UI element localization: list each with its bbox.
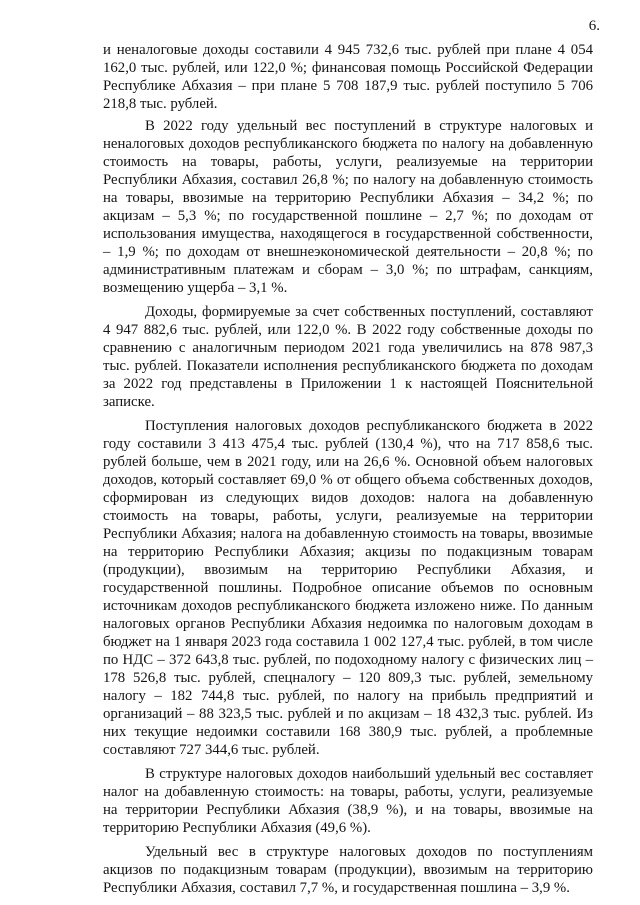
paragraph-tax-revenue: Поступления налоговых доходов республиканского бюджета в 2022 году составили 3 413 475,4 тыс. рублей (130,4 %), что на 717 858,6 тыс. рублей больше, чем в 2021 году, или на 26,6 %. Основной объем налоговых доходов, который составляет 69,0 % от общего объема собственных доходов, сформирован из следующих видов доходов: налога на добавленную стоимость на товары, работы, услуги, реализуемые на территории Республики Абхазия; налога на добавленную стоимость на товары, ввозимые на территорию Республики Абхазия; акцизы по подакцизным товарам (продукции), ввозимым на территорию Республики Абхазия, и государственной пошлины. Подробное описание объемов по основным источникам доходов республиканского бюджета изложено ниже. По данным налоговых органов Республики Абхазия недоимка по налоговым доходам в бюджет на 1 января 2023 года составила 1 002 127,4 тыс. рублей, в том числе по НДС – 372 643,8 тыс. рублей, по подоходному налогу с физических лиц –178 526,8 тыс. рублей, спецналогу – 120 809,3 тыс. рублей, земельному налогу – 182 744,8 тыс. рублей, по налогу на прибыль предприятий и организаций – 88 323,5 тыс. рублей и по акцизам – 18 432,3 тыс. рублей. Из них текущие недоимки составили 168 380,9 тыс. рублей, а проблемные составляют 727 344,6 тыс. рублей. — [103, 418, 593, 758]
paragraph-vat-share: В структуре налоговых доходов наибольший удельный вес составляет налог на добавленную стоимость: на товары, работы, услуги, реализуемые на территории Республики Абхазия (38,9 %), и на товары, ввозимые на территорию Республики Абхазия (49,6 %). — [103, 766, 593, 836]
paragraph-excise-share: Удельный вес в структуре налоговых доходов по поступлениям акцизов по подакцизным товарам (продукции), ввозимым на территорию Республики Абхазия, составил 7,7 %, и государственная пошлина – 3,9 %. — [103, 844, 593, 896]
paragraph-revenue-structure: В 2022 году удельный вес поступлений в структуре налоговых и неналоговых доходов республиканского бюджета по налогу на добавленную стоимость на товары, работы, услуги, реализуемые на территории Республики Абхазия, составил 26,8 %; по налогу на добавленную стоимость на товары, ввозимые на территорию Республики Абхазия – 34,2 %; по акцизам – 5,3 %; по государственной пошлине – 2,7 %; по доходам от использования имущества, находящегося в государственной собственности, – 1,9 %; по доходам от внешнеэкономической деятельности – 20,8 %; по административным платежам и сборам – 3,0 %; по штрафам, санкциям, возмещению ущерба – 3,1 %. — [103, 118, 593, 296]
paragraph-revenue-summary: и неналоговые доходы составили 4 945 732,6 тыс. рублей при плане 4 054 162,0 тыс. рублей, или 122,0 %; финансовая помощь Российской Федерации Республике Абхазия – при плане 5 708 187,9 тыс. рублей поступило 5 706 218,8 тыс. рублей. — [103, 42, 593, 112]
document-body — [103, 41, 593, 897]
page-number: 6. — [588, 18, 600, 34]
paragraph-own-revenue: Доходы, формируемые за счет собственных поступлений, составляют 4 947 882,6 тыс. рублей, или 122,0 %. В 2022 году собственные доходы по сравнению с аналогичным периодом 2021 года увеличились на 878 987,3 тыс. рублей. Показатели исполнения республиканского бюджета по доходам за 2022 год представлены в Приложении 1 к настоящей Пояснительной записке. — [103, 304, 593, 410]
